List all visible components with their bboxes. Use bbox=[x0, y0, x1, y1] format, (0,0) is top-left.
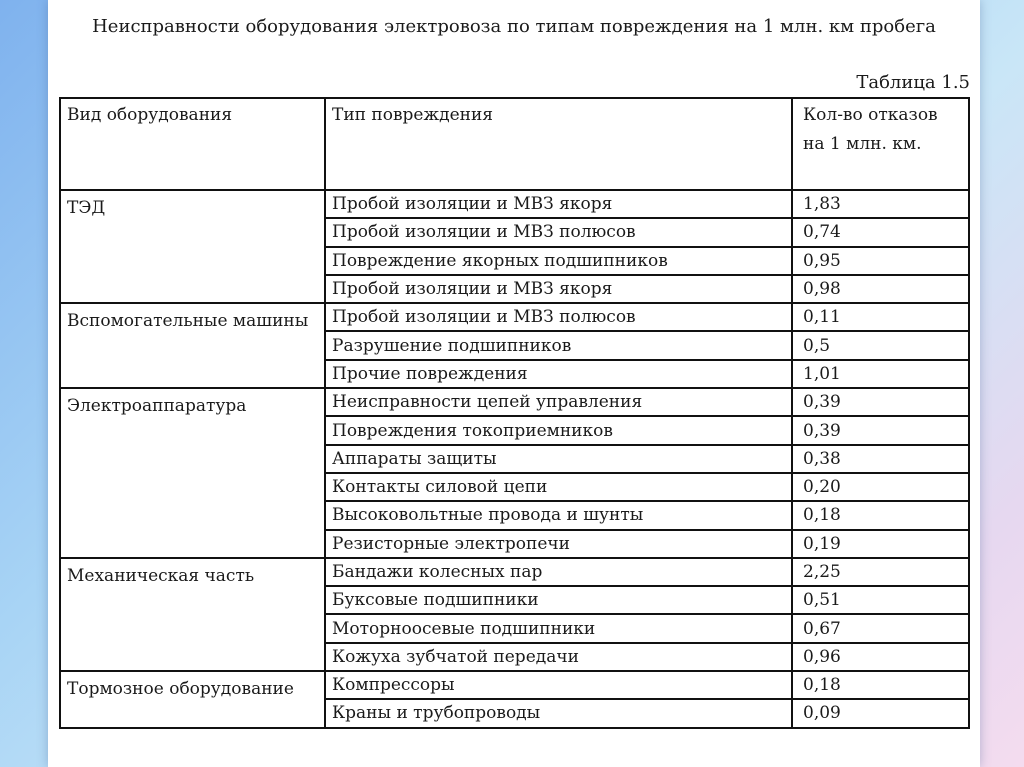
failure-count-cell: 0,67 bbox=[792, 614, 969, 642]
table-row bbox=[60, 671, 969, 699]
damage-type-cell: Кожуха зубчатой передачи bbox=[325, 643, 792, 671]
damage-type-cell: Неисправности цепей управления bbox=[325, 388, 792, 416]
failure-count-cell: 0,11 bbox=[792, 303, 969, 331]
table-label: Таблица 1.5 bbox=[856, 72, 970, 93]
header-failures: Кол-во отказов на 1 млн. км. bbox=[792, 98, 969, 190]
table-row bbox=[60, 303, 969, 331]
damage-type-cell: Буксовые подшипники bbox=[325, 586, 792, 614]
damage-type-cell: Повреждения токоприемников bbox=[325, 416, 792, 444]
failure-count-cell: 2,25 bbox=[792, 558, 969, 586]
failure-count-cell: 0,19 bbox=[792, 530, 969, 558]
table-header-row bbox=[60, 98, 969, 190]
damage-type-cell: Высоковольтные провода и шунты bbox=[325, 501, 792, 529]
damage-type-cell: Повреждение якорных подшипников bbox=[325, 247, 792, 275]
failure-count-cell: 0,96 bbox=[792, 643, 969, 671]
damage-type-cell: Аппараты защиты bbox=[325, 445, 792, 473]
category-cell: ТЭД bbox=[60, 190, 325, 303]
category-cell: Механическая часть bbox=[60, 558, 325, 671]
damage-type-cell: Разрушение подшипников bbox=[325, 331, 792, 359]
page-title: Неисправности оборудования электровоза по типам повреждения на 1 млн. км пробега bbox=[92, 16, 936, 37]
failure-count-cell: 0,18 bbox=[792, 501, 969, 529]
table-row bbox=[60, 558, 969, 586]
failure-count-cell: 0,09 bbox=[792, 699, 969, 727]
damage-type-cell: Бандажи колесных пар bbox=[325, 558, 792, 586]
failure-count-cell: 1,01 bbox=[792, 360, 969, 388]
damage-type-cell: Моторноосевые подшипники bbox=[325, 614, 792, 642]
header-damage-type: Тип повреждения bbox=[325, 98, 792, 190]
slide bbox=[48, 0, 980, 767]
damage-type-cell: Резисторные электропечи bbox=[325, 530, 792, 558]
damage-type-cell: Пробой изоляции и МВЗ якоря bbox=[325, 275, 792, 303]
failures-table bbox=[59, 97, 970, 729]
damage-type-cell: Краны и трубопроводы bbox=[325, 699, 792, 727]
failure-count-cell: 0,20 bbox=[792, 473, 969, 501]
failure-count-cell: 1,83 bbox=[792, 190, 969, 218]
damage-type-cell: Компрессоры bbox=[325, 671, 792, 699]
failure-count-cell: 0,95 bbox=[792, 247, 969, 275]
failure-count-cell: 0,39 bbox=[792, 388, 969, 416]
damage-type-cell: Пробой изоляции и МВЗ якоря bbox=[325, 190, 792, 218]
category-cell: Тормозное оборудование bbox=[60, 671, 325, 728]
table-row bbox=[60, 388, 969, 416]
category-cell: Электроаппаратура bbox=[60, 388, 325, 558]
damage-type-cell: Контакты силовой цепи bbox=[325, 473, 792, 501]
failure-count-cell: 0,38 bbox=[792, 445, 969, 473]
failure-count-cell: 0,18 bbox=[792, 671, 969, 699]
header-equipment: Вид оборудования bbox=[60, 98, 325, 190]
failure-count-cell: 0,74 bbox=[792, 218, 969, 246]
table-row bbox=[60, 190, 969, 218]
damage-type-cell: Пробой изоляции и МВЗ полюсов bbox=[325, 218, 792, 246]
category-cell: Вспомогательные машины bbox=[60, 303, 325, 388]
failure-count-cell: 0,51 bbox=[792, 586, 969, 614]
failure-count-cell: 0,98 bbox=[792, 275, 969, 303]
damage-type-cell: Прочие повреждения bbox=[325, 360, 792, 388]
failure-count-cell: 0,5 bbox=[792, 331, 969, 359]
damage-type-cell: Пробой изоляции и МВЗ полюсов bbox=[325, 303, 792, 331]
failure-count-cell: 0,39 bbox=[792, 416, 969, 444]
